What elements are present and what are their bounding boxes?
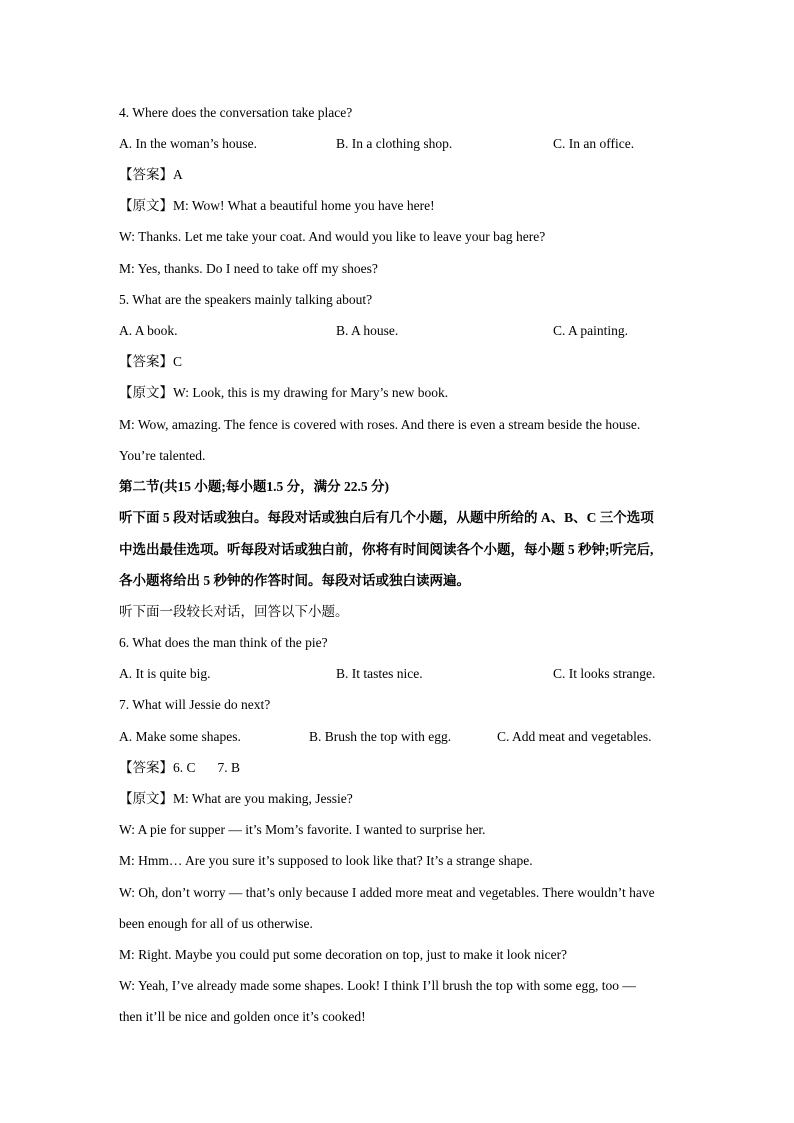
q5-transcript-line-2: M: Wow, amazing. The fence is covered with roses. And there is even a stream beside the house.: [119, 417, 641, 432]
answer-6: 6. C: [173, 760, 196, 775]
section-2-instructions-line-3: 各小题将给出 5 秒钟的作答时间。每段对话或独白读两遍。: [119, 573, 470, 588]
section-2-instructions-line-2: 中选出最佳选项。听每段对话或独白前，你将有时间阅读各个小题，每小题 5 秒钟;听完后,: [119, 542, 654, 557]
q6-q7-transcript-line-6: M: Right. Maybe you could put some decoration on top, just to make it look nicer?: [119, 947, 568, 962]
q6-option-c: C. It looks strange.: [553, 666, 656, 681]
q6-q7-transcript-line-4: W: Oh, don’t worry — that’s only because I added more meat and vegetables. There wouldn’t have: [119, 885, 655, 900]
q4-option-b: B. In a clothing shop.: [336, 136, 453, 151]
q6-q7-transcript-line-7: W: Yeah, I’ve already made some shapes. Look! I think I’ll brush the top with some egg, too —: [119, 978, 636, 993]
q5-transcript-line-3: You’re talented.: [119, 448, 206, 463]
q6-q7-transcript-line-3: M: Hmm… Are you sure it’s supposed to look like that? It’s a strange shape.: [119, 853, 533, 868]
answer-label: 【答案】: [119, 760, 173, 775]
q5-option-a: A. A book.: [119, 323, 178, 338]
q6-option-b: B. It tastes nice.: [336, 666, 423, 681]
question-6: 6. What does the man think of the pie?: [119, 635, 328, 650]
q4-option-a: A. In the woman’s house.: [119, 136, 257, 151]
section-2-intro: 听下面一段较长对话，回答以下小题。: [119, 604, 349, 619]
q7-option-b: B. Brush the top with egg.: [309, 729, 452, 744]
q4-answer: 【答案】A: [119, 167, 183, 182]
answer-7: 7. B: [217, 760, 241, 775]
question-4: 4. Where does the conversation take place?: [119, 105, 353, 120]
section-2-instructions-line-1: 听下面 5 段对话或独白。每段对话或独白后有几个小题，从题中所给的 A、B、C 三个选项: [119, 510, 654, 525]
question-7: 7. What will Jessie do next?: [119, 697, 271, 712]
q6-q7-answers: [119, 759, 699, 777]
q6-q7-transcript-line-2: W: A pie for supper — it’s Mom’s favorite. I wanted to surprise her.: [119, 822, 486, 837]
q6-q7-transcript-line-8: then it’ll be nice and golden once it’s cooked!: [119, 1009, 366, 1024]
section-2-heading: 第二节(共15 小题;每小题1.5 分，满分 22.5 分): [119, 479, 389, 494]
q5-option-c: C. A painting.: [553, 323, 629, 338]
q5-option-b: B. A house.: [336, 323, 399, 338]
q5-transcript-line-1: 【原文】W: Look, this is my drawing for Mary’s new book.: [119, 385, 449, 400]
q6-option-a: A. It is quite big.: [119, 666, 211, 681]
q4-transcript-line-2: W: Thanks. Let me take your coat. And would you like to leave your bag here?: [119, 229, 546, 244]
q7-option-c: C. Add meat and vegetables.: [497, 729, 652, 744]
q4-option-c: C. In an office.: [553, 136, 635, 151]
question-5: 5. What are the speakers mainly talking about?: [119, 292, 373, 307]
q6-q7-transcript-line-1: 【原文】M: What are you making, Jessie?: [119, 791, 353, 806]
q5-answer: 【答案】C: [119, 354, 183, 369]
q7-option-a: A. Make some shapes.: [119, 729, 241, 744]
q4-transcript-line-1: 【原文】M: Wow! What a beautiful home you have here!: [119, 198, 435, 213]
q6-q7-transcript-line-5: been enough for all of us otherwise.: [119, 916, 313, 931]
q4-transcript-line-3: M: Yes, thanks. Do I need to take off my shoes?: [119, 261, 378, 276]
